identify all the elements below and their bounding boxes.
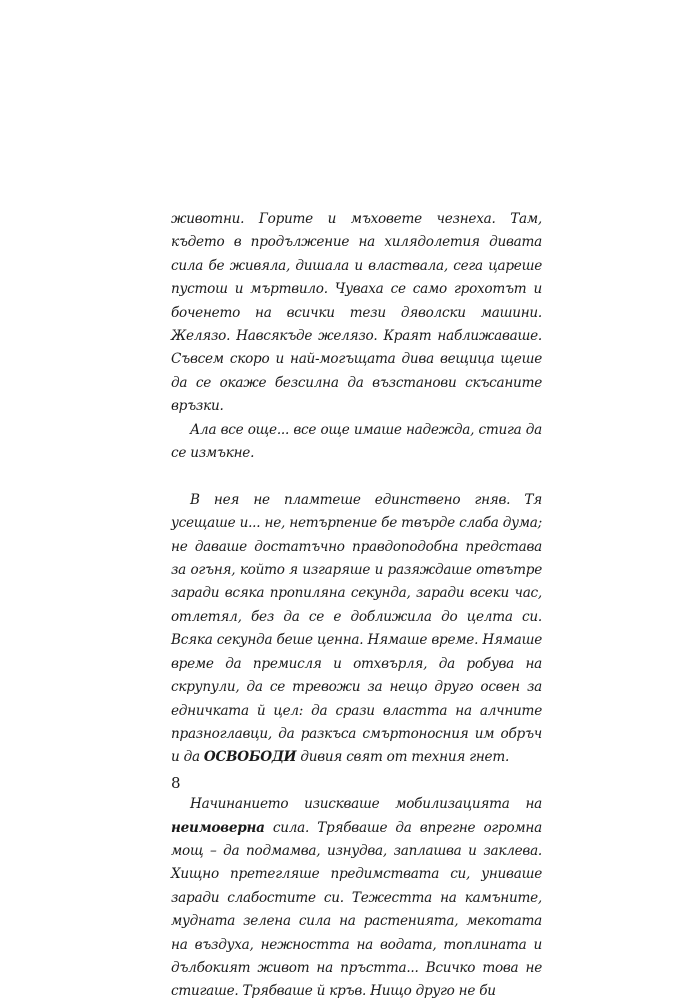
paragraph	[171, 208, 542, 419]
paragraph-gap	[171, 465, 542, 488]
body-text	[171, 208, 542, 1004]
paragraph-gap	[171, 770, 542, 793]
emphasis-text: ОСВОБОДИ	[203, 749, 297, 766]
emphasis-text: неимоверна	[171, 819, 265, 836]
paragraph-text: В нея не пламтеше единствено гняв. Тя усещаше и... не, нетърпение бе твърде слаба дума; не даваше достатъчно правдоподобна представа за огъня, който я изгаряше и разяждаше отвътре заради всяка пропиляна секунда, заради всеки час, отлетял, без да се е доближила до целта си. Всяка секунда беше ценна. Нямаше време. Нямаше време да премисля и отхвърля, да робува на скрупули, да се тревожи за нещо друго освен за едничката й цел: да срази властта на алчните празноглавци, да разкъса смъртоносния им обръч и да	[171, 491, 542, 766]
paragraph	[171, 419, 542, 466]
paragraph-text: дивия свят от техния гнет.	[296, 749, 510, 766]
page-number: 8	[171, 774, 181, 792]
paragraph-text: животни. Горите и мъховете чезнеха. Там, където в продължение на хилядолетия дивата сила бе живяла, дишала и властвала, сега цареше пустош и мъртвило. Чуваха се само грохотът и боченето на всички тези дяволски машини. Желязо. Навсякъде желязо. Краят наближаваше. Съвсем скоро и най-могъщата дива вещица щеше да се окаже безсилна да възстанови скъсаните връзки.	[171, 211, 542, 415]
paragraph	[171, 489, 542, 770]
paragraph	[171, 793, 542, 1004]
paragraph-text: Ала все още... все още имаше надежда, стига да се измъкне.	[171, 421, 542, 462]
paragraph-text: сила. Трябваше да впрегне огромна мощ – да подмамва, изнудва, заплашва и заклева. Хищно претегляше предимствата си, униваше заради слабостите си. Тежестта на камъните, мудната зелена сила на растенията, мекотата на въздуха, нежността на водата, топлината и дълбокият живот на пръстта... Всичко това не стигаше. Трябваше й кръв. Нищо друго не би	[171, 819, 542, 1000]
paragraph-text: Начинанието изискваше мобилизацията на	[190, 796, 542, 813]
